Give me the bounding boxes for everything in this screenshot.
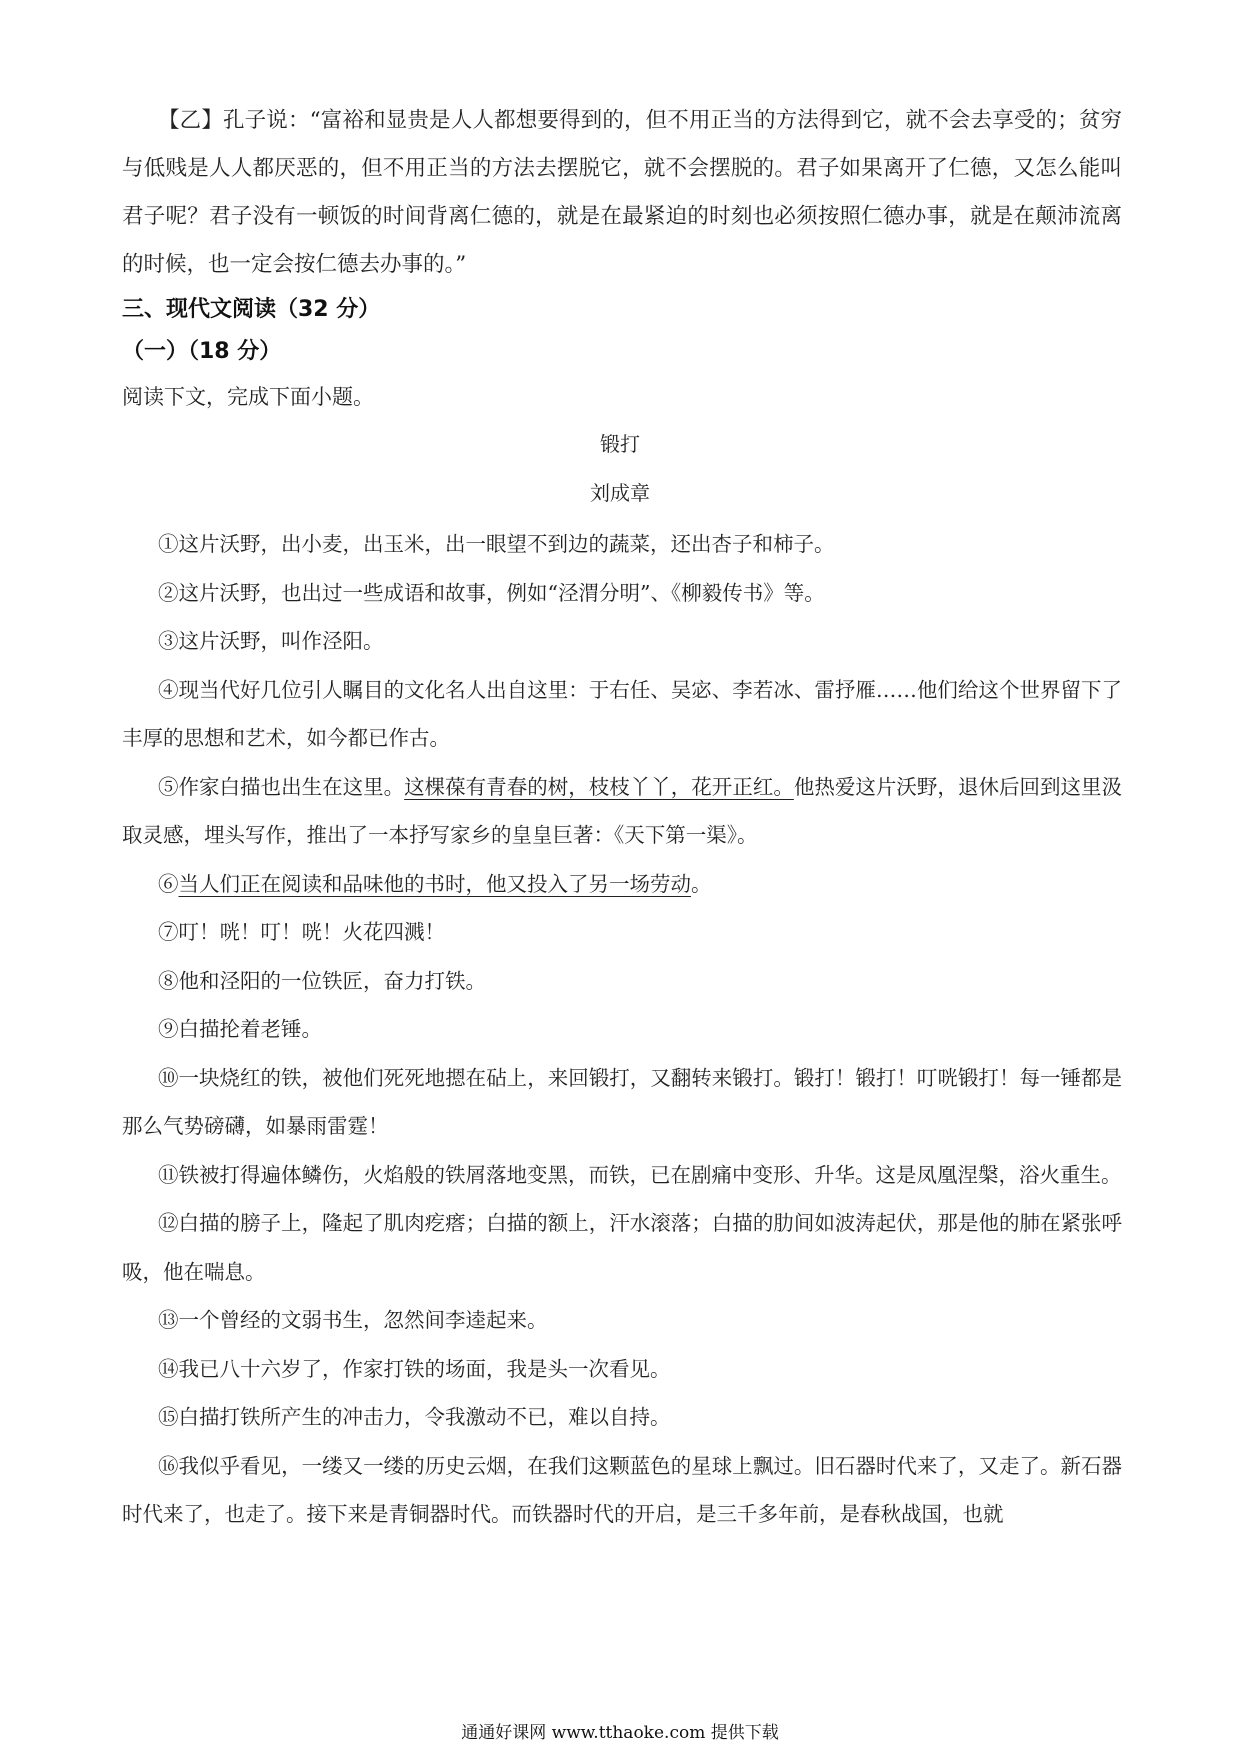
article-paragraph-7: ⑦叮！咣！叮！咣！火花四溅！ [158,920,445,944]
article-paragraph-16: ⑯我似乎看见，一缕又一缕的历史云烟，在我们这颗蓝色的星球上飘过。旧石器时代来了，又走了。新石器时代来了，也走了。接下来是青铜器时代。而铁器时代的开启，是三千多年前，是春秋战国，也就 [122,1453,1122,1526]
article-paragraph-6 [122,860,1122,909]
article-paragraph-12: ⑫白描的膀子上，隆起了肌肉疙瘩；白描的额上，汗水滚落；白描的肋间如波涛起伏，那是他的肺在紧张呼吸，他在喘息。 [122,1211,1122,1284]
article-paragraph-4: ④现当代好几位引人瞩目的文化名人出自这里：于右任、吴宓、李若冰、雷抒雁……他们给这个世界留下了丰厚的思想和艺术，如今都已作古。 [122,677,1122,750]
article-paragraph-10: ⑩一块烧红的铁，被他们死死地摁在砧上，来回锻打，又翻转来锻打。锻打！锻打！叮咣锻打！每一锤都是那么气势磅礴，如暴雨雷霆！ [122,1065,1122,1138]
paragraph-5-underlined-sentence: 这棵葆有青春的树，枝枝丫丫，花开正红。 [404,774,794,799]
section-subheading: （一）（18 分） [122,339,282,364]
article-paragraph-15: ⑮白描打铁所产生的冲击力，令我激动不已，难以自持。 [158,1405,671,1429]
article-paragraph-5 [122,763,1122,860]
section-heading: 三、现代文阅读（32 分） [122,297,381,322]
paragraph-6-end: 。 [691,871,712,896]
article-paragraph-3: ③这片沃野，叫作泾阳。 [158,629,384,653]
paragraph-6-underlined-sentence: 当人们正在阅读和品味他的书时，他又投入了另一场劳动 [178,871,691,896]
article-paragraph-1: ①这片沃野，出小麦，出玉米，出一眼望不到边的蔬菜，还出杏子和柿子。 [158,532,835,556]
article-paragraph-13: ⑬一个曾经的文弱书生，忽然间李逵起来。 [158,1308,548,1332]
article-body [122,520,1122,1539]
paragraph-5-intro: ⑤作家白描也出生在这里。 [158,774,405,799]
paragraph-6-number: ⑥ [158,871,179,896]
article-paragraph-9: ⑨白描抡着老锤。 [158,1017,322,1041]
article-paragraph-2: ②这片沃野，也出过一些成语和故事，例如“泾渭分明”、《柳毅传书》等。 [158,580,825,605]
article-title: 锻打 [600,432,640,456]
article-paragraph-8: ⑧他和泾阳的一位铁匠，奋力打铁。 [158,968,486,993]
reading-instruction: 阅读下文，完成下面小题。 [122,385,374,409]
article-author: 刘成章 [590,481,650,505]
paragraph-5-rest: 他热爱这片沃野，退休后回到这里汲取灵感，埋头写作，推出了一本抒写家乡的皇皇巨著：《天下第一渠》。 [122,774,1123,847]
article-paragraph-14: ⑭我已八十六岁了，作家打铁的场面，我是头一次看见。 [158,1356,671,1381]
article-paragraph-11: ⑪铁被打得遍体鳞伤，火焰般的铁屑落地变黑，而铁，已在剧痛中变形、升华。这是凤凰涅槃，浴火重生。 [158,1162,1122,1187]
passage-yi: 【乙】孔子说：“富裕和显贵是人人都想要得到的，但不用正当的方法得到它，就不会去享受的；贫穷与低贱是人人都厌恶的，但不用正当的方法去摆脱它，就不会摆脱的。君子如果离开了仁德，又怎么能叫君子呢？君子没有一顿饭的时间背离仁德的，就是在最紧迫的时刻也必须按照仁德办事，就是在颠沛流离的时候，也一定会按仁德去办事的。” [122,108,1122,277]
download-footer: 通通好课网 www.tthaoke.com 提供下载 [461,1723,779,1743]
